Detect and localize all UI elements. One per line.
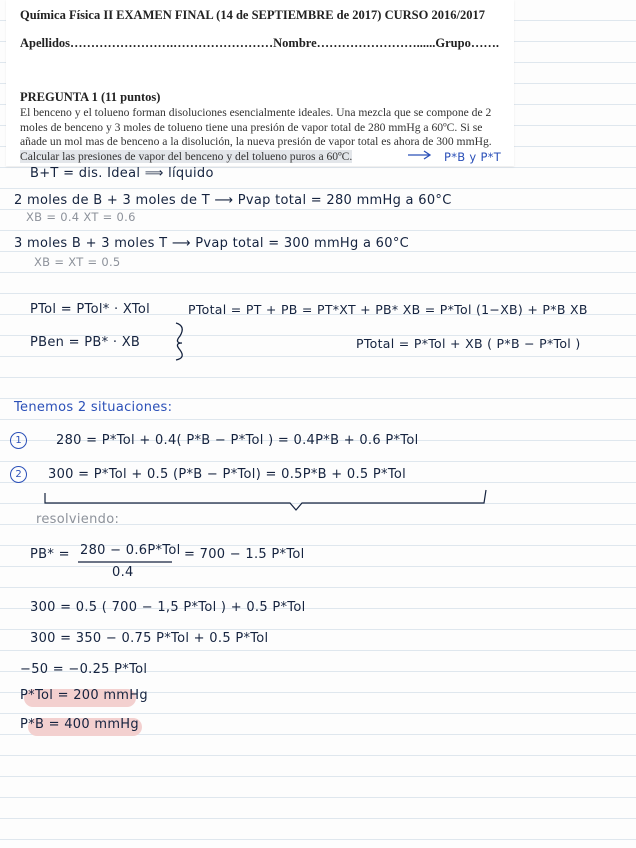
student-fields: Apellidos…………………….……………………Nombre……………………......Grupo…….	[20, 36, 499, 50]
pb-lhs: PB* =	[30, 547, 70, 562]
step-1: 300 = 0.5 ( 700 − 1,5 P*Tol ) + 0.5 P*Tol	[30, 600, 306, 615]
result-tol: P*Tol = 200 mmHg	[20, 688, 148, 703]
step-3: −50 = −0.25 P*Tol	[20, 662, 148, 677]
eq-ptol: PTol = PTol* · XTol	[30, 302, 151, 317]
note-case1: 2 moles de B + 3 moles de T ⟶ Pvap total = 280 mmHg a 60°C	[14, 193, 452, 208]
note-case2-fractions: XB = XT = 0.5	[34, 255, 121, 269]
note-case1-fractions: XB = 0.4 XT = 0.6	[26, 210, 136, 224]
statement-highlight: Calcular las presiones de vapor del benceno y del tolueno puros a 60ºC.	[20, 149, 353, 163]
solving-label: resolviendo:	[36, 512, 120, 527]
pb-numerator: 280 − 0.6P*Tol	[80, 543, 181, 558]
situation-2-number: 2	[10, 466, 27, 483]
pb-rhs: = 700 − 1.5 P*Tol	[184, 547, 305, 562]
eq-pben: PBen = PB* · XB	[30, 335, 141, 350]
situations-title: Tenemos 2 situaciones:	[14, 400, 173, 415]
statement-text: El benceno y el tolueno forman disoluciones esencialmente ideales. Una mezcla que se compone de 2 moles de benceno y 3 moles de tolueno tiene una presión de vapor total de 280 mmHg a 60ºC. Si se añade un mol mas de benceno a la disolución, la nueva presión de vapor total es ahora de 300 mmHg.	[20, 106, 492, 148]
note-case2: 3 moles B + 3 moles T ⟶ Pvap total = 300 mmHg a 60°C	[14, 236, 410, 251]
result-b: P*B = 400 mmHg	[20, 717, 139, 732]
situation-1-number: 1	[10, 432, 27, 449]
arrow-icon	[408, 151, 430, 159]
situation-1: 280 = P*Tol + 0.4( P*B − P*Tol ) = 0.4P*B + 0.6 P*Tol	[56, 433, 419, 448]
curly-brace-icon	[176, 323, 182, 360]
situation-2: 300 = P*Tol + 0.5 (P*B − P*Tol) = 0.5P*B + 0.5 P*Tol	[48, 467, 407, 482]
exam-title: Química Física II EXAMEN FINAL (14 de SEPTIEMBRE de 2017) CURSO 2016/2017	[20, 8, 485, 22]
pb-denominator: 0.4	[112, 565, 134, 580]
eq-total2: PTotal = P*Tol + XB ( P*B − P*Tol )	[356, 336, 581, 351]
step-2: 300 = 350 − 0.75 P*Tol + 0.5 P*Tol	[30, 631, 269, 646]
eq-total: PTotal = PT + PB = PT*XT + PB* XB = P*Tol (1−XB) + P*B XB	[188, 302, 588, 317]
underbrace-icon	[45, 490, 486, 510]
arrow-target: P*B y P*T	[444, 150, 502, 164]
question-title: PREGUNTA 1 (11 puntos)	[20, 90, 161, 104]
note-line1: B+T = dis. Ideal ⟹ líquido	[30, 166, 214, 181]
